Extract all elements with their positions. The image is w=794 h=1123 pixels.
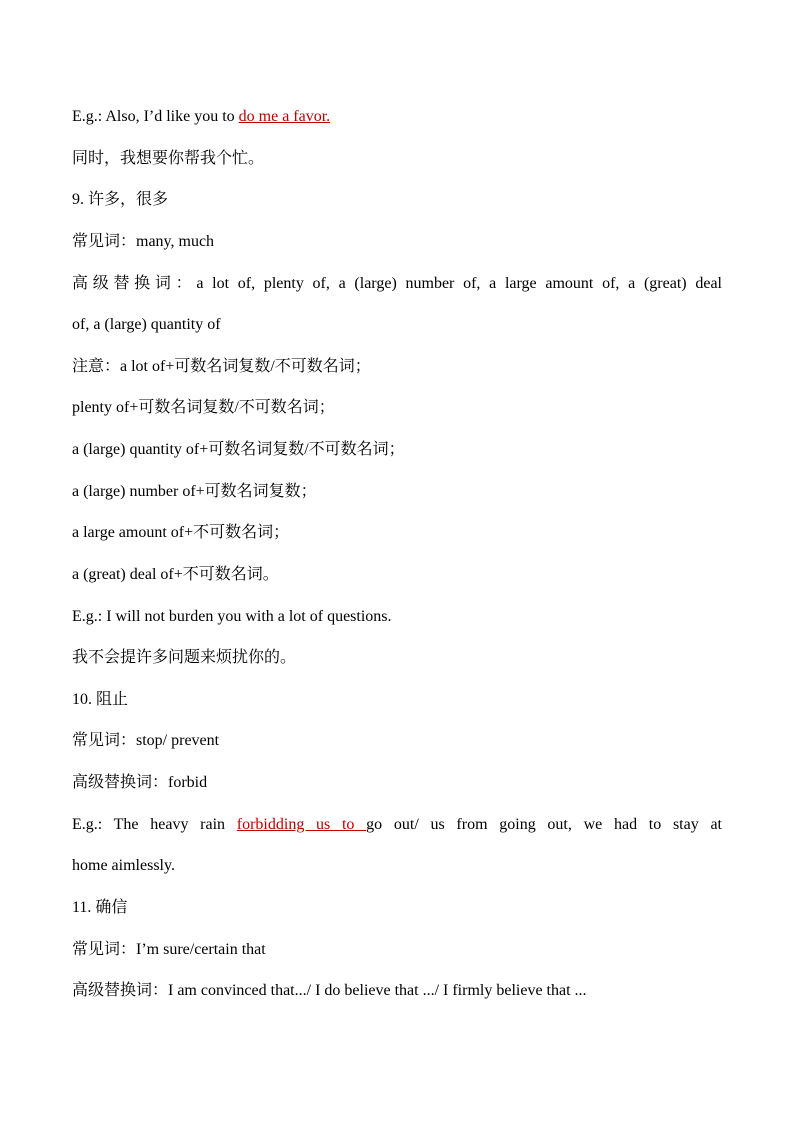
common-words-10: 常见词：stop/ prevent — [72, 732, 220, 749]
note-number-of: a (large) number of+可数名词复数； — [72, 483, 317, 500]
example-rain — [72, 815, 722, 835]
highlight-forbidding-us-to: forbidding us to — [236, 816, 367, 833]
translation-favor: 同时，我想要你帮我个忙。 — [72, 150, 265, 167]
note-amount-of: a large amount of+不可数名词； — [72, 524, 290, 541]
example-favor — [72, 107, 330, 127]
example-rain-suffix: go out/ us from going out, we had to stay at — [366, 816, 722, 833]
advanced-words-11: 高级替换词：I am convinced that.../ I do believe that .../ I firmly believe that ... — [72, 982, 587, 999]
common-words-9: 常见词：many, much — [72, 233, 215, 250]
note-plenty-of: plenty of+可数名词复数/不可数名词； — [72, 399, 335, 416]
common-words-11: 常见词：I’m sure/certain that — [72, 941, 266, 958]
note-quantity-of: a (large) quantity of+可数名词复数/不可数名词； — [72, 441, 405, 458]
example-rain-prefix: E.g.: The heavy rain — [72, 816, 237, 833]
heading-9: 9. 许多，很多 — [72, 191, 169, 208]
advanced-words-9-line2: of, a (large) quantity of — [72, 316, 221, 333]
example-favor-prefix: E.g.: Also, I’d like you to — [72, 108, 239, 125]
note-a-lot-of: 注意：a lot of+可数名词复数/不可数名词； — [72, 358, 371, 375]
heading-10: 10. 阻止 — [72, 691, 129, 708]
example-burden: E.g.: I will not burden you with a lot of questions. — [72, 608, 392, 625]
example-rain-continued: home aimlessly. — [72, 857, 175, 874]
translation-burden: 我不会提许多问题来烦扰你的。 — [72, 649, 297, 666]
note-deal-of: a (great) deal of+不可数名词。 — [72, 566, 279, 583]
advanced-words-10: 高级替换词：forbid — [72, 774, 208, 791]
heading-11: 11. 确信 — [72, 899, 128, 916]
advanced-words-9-line1: 高级替换词：a lot of, plenty of, a (large) number of, a large amount of, a (great) deal — [72, 275, 722, 292]
highlight-do-me-a-favor: do me a favor. — [238, 108, 331, 125]
